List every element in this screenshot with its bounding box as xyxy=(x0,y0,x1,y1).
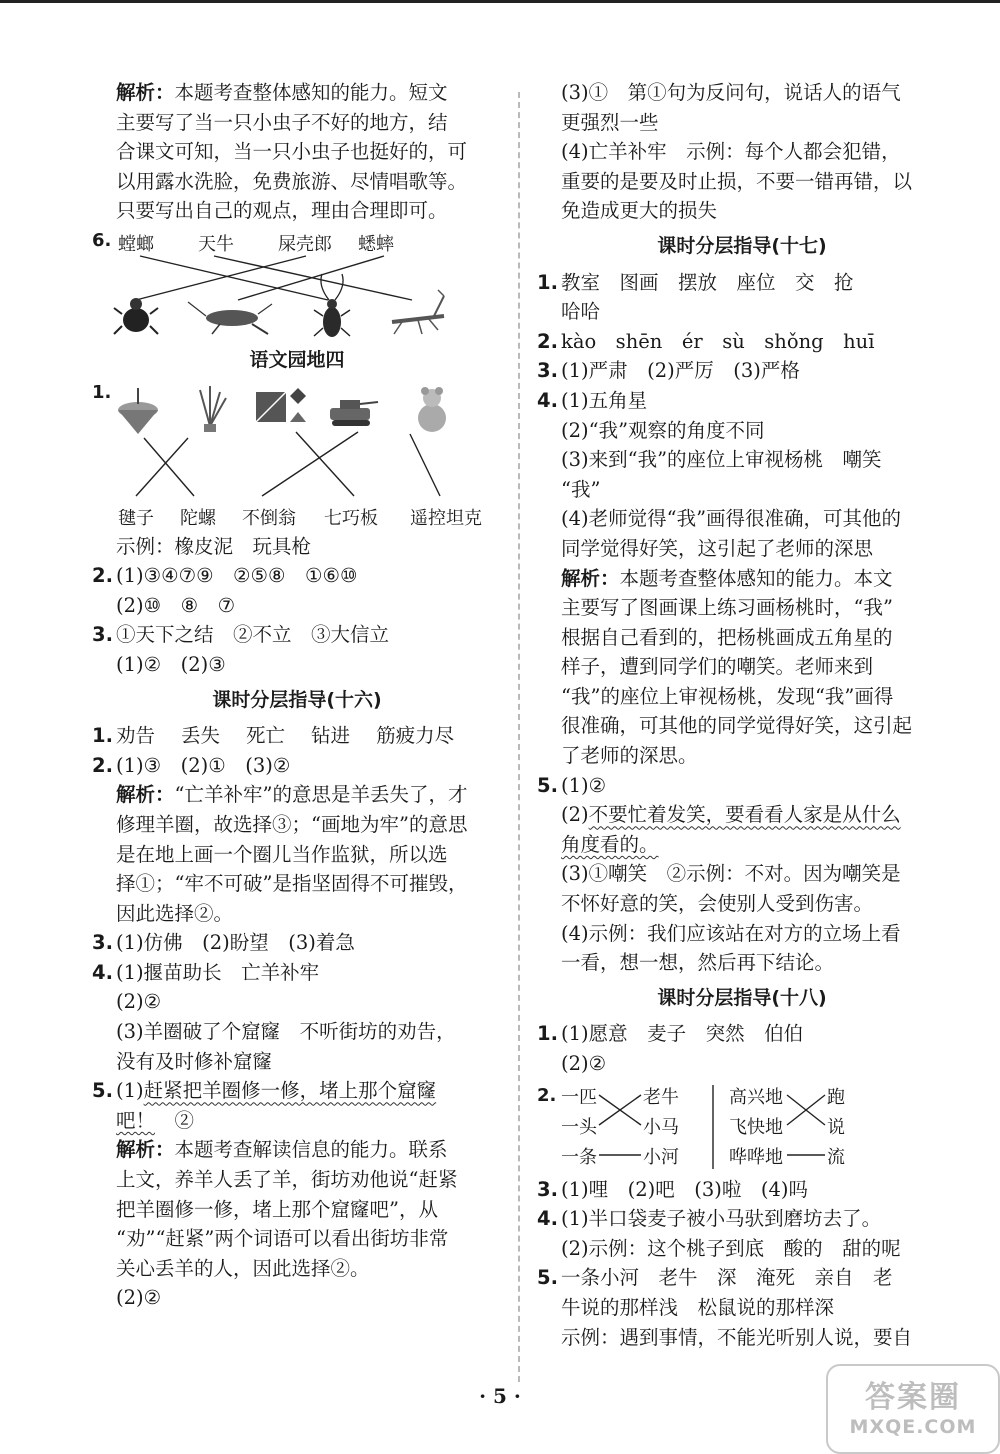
analysis-line: 只要写出自己的观点，理由合理即可。 xyxy=(116,199,448,223)
question-number: 4. xyxy=(537,1207,558,1231)
match-right-word: 流 xyxy=(827,1146,845,1168)
match-right-word: 老牛 xyxy=(643,1086,679,1108)
analysis-line xyxy=(92,1135,502,1165)
answer-text: (1) xyxy=(116,1079,144,1103)
answer-word: 钻进 xyxy=(311,724,351,748)
answer-line xyxy=(92,1076,502,1106)
analysis-line xyxy=(92,780,502,810)
answer-line xyxy=(537,1175,947,1205)
question-number: 3. xyxy=(92,623,113,647)
answer-text: 一条小河 老牛 深 淹死 亲自 老 xyxy=(561,1266,893,1290)
question-number: 1. xyxy=(92,381,112,403)
column-divider xyxy=(518,92,520,1382)
answer-line xyxy=(92,721,502,751)
question-number: 4. xyxy=(537,388,558,412)
analysis-line: 修理羊圈，故选择③；“画地为牢”的意思 xyxy=(116,812,468,836)
top-rule xyxy=(0,0,1000,3)
longhorn-beetle-icon xyxy=(314,274,350,337)
analysis-line: “劝”“赶紧”两个词语可以看出街坊非常 xyxy=(116,1227,449,1251)
answer-word: 丢失 xyxy=(181,724,221,748)
analysis-line: 关心丢羊的人，因此选择②。 xyxy=(116,1256,370,1280)
match-line xyxy=(140,256,328,300)
analysis-line: 上文，养羊人丢了羊，街坊劝他说“赶紧 xyxy=(116,1168,458,1192)
answer-text: (1)半口袋麦子被小马驮到磨坊去了。 xyxy=(561,1207,882,1231)
answer-line: (1)② (2)③ xyxy=(116,652,226,676)
analysis-line: 是在地上画一个圈儿当作监狱，所以选 xyxy=(116,842,448,866)
answer-line: 重要的是要及时止损，不要一错再错，以 xyxy=(561,169,913,193)
wavy-underlined-text: 赶紧把羊圈修一修，堵上那个窟窿 xyxy=(143,1079,437,1103)
answer-text: (2) xyxy=(561,803,589,827)
q5-analysis-block xyxy=(92,78,502,226)
answer-word: 死亡 xyxy=(246,724,286,748)
question-number: 2. xyxy=(92,564,113,588)
question-number: 5. xyxy=(537,773,558,797)
answer-line: (2)② xyxy=(116,990,162,1014)
answer-text: ② xyxy=(155,1108,195,1132)
analysis-line xyxy=(92,78,502,108)
answer-line xyxy=(537,327,947,357)
section-title: 课时分层指导(十六) xyxy=(212,688,382,711)
match-left-word: 飞快地 xyxy=(729,1116,783,1138)
answer-line: (2)⑩ ⑧ ⑦ xyxy=(116,593,236,617)
answer-line: 更强烈一些 xyxy=(561,110,659,134)
wavy-underlined-text: 不要忙着发笑，要看看人家是从什么 xyxy=(588,803,901,827)
tangram-icon xyxy=(256,388,306,422)
analysis-line: 了老师的深思。 xyxy=(561,744,698,768)
answer-word: 筋疲力尽 xyxy=(376,724,455,748)
answer-line xyxy=(537,1019,947,1049)
answer-line xyxy=(92,958,502,988)
match-left-word: 哗哗地 xyxy=(729,1146,783,1168)
answer-line xyxy=(537,1263,947,1293)
pinyin-text: kào shēn ér sù shǒng huī xyxy=(561,329,875,353)
wavy-underlined-text: 吧！ xyxy=(116,1108,156,1132)
match-line xyxy=(136,438,188,496)
analysis-line: 合课文可知，当一只小虫子也挺好的，可 xyxy=(116,140,468,164)
answer-line xyxy=(92,751,502,781)
wavy-underlined-text: 角度看的。 xyxy=(561,832,659,856)
cricket-icon xyxy=(188,302,272,334)
analysis-line: 样子，遭到同学们的嘲笑。老师来到 xyxy=(561,655,874,679)
question-number: 1. xyxy=(537,270,558,294)
answer-line: (4)老师觉得“我”画得很准确，可其他的 xyxy=(561,507,902,531)
match-right-word: 说 xyxy=(827,1116,845,1138)
answer-text: (1)揠苗助长 亡羊补牢 xyxy=(116,960,320,984)
watermark-logo xyxy=(826,1364,1000,1454)
section-title: 课时分层指导(十八) xyxy=(657,986,827,1009)
answer-line: (2)示例：这个桃子到底 酸的 甜的呢 xyxy=(561,1236,901,1260)
question-number: 2. xyxy=(537,329,558,353)
section-title: 课时分层指导(十七) xyxy=(657,234,827,257)
answer-line: 哈哈 xyxy=(561,300,601,324)
insect-label: 屎壳郎 xyxy=(278,233,332,255)
beetle-icon xyxy=(114,298,158,334)
answer-line: 同学觉得好笑，这引起了老师的深思 xyxy=(561,536,874,560)
analysis-text: 本题考查解读信息的能力。联系 xyxy=(174,1138,448,1162)
tumbler-icon xyxy=(418,387,446,432)
match-line xyxy=(144,438,194,496)
answer-line: 示例：遇到事情，不能光听别人说，要自 xyxy=(561,1325,913,1349)
question-number: 1. xyxy=(537,1022,558,1046)
insect-label: 螳螂 xyxy=(118,233,154,255)
analysis-label: 解析： xyxy=(116,783,175,807)
question-number: 4. xyxy=(92,960,113,984)
analysis-line: 因此选择②。 xyxy=(116,901,234,925)
analysis-text: 本题考查整体感知的能力。短文 xyxy=(174,81,448,104)
answer-line xyxy=(537,268,947,298)
toy-label: 七巧板 xyxy=(324,507,378,529)
insect-label: 蟋蟀 xyxy=(358,233,394,255)
answer-line xyxy=(537,800,947,830)
analysis-line: 择①；“牢不可破”是指坚固得不可摧毁， xyxy=(116,872,468,896)
answer-text: (1)五角星 xyxy=(561,388,648,412)
analysis-line: 把羊圈修一修，堵上那个窟窿吧”，从 xyxy=(116,1197,438,1221)
word-matching-figure xyxy=(537,1081,947,1173)
match-line xyxy=(238,256,384,300)
shuttlecock-icon xyxy=(200,386,226,432)
analysis-line: 主要写了当一只小虫子不好的地方，结 xyxy=(116,110,448,134)
right-column xyxy=(537,78,947,1352)
analysis-line: 根据自己看到的，把杨桃画成五角星的 xyxy=(561,625,893,649)
analysis-line xyxy=(537,564,947,594)
analysis-label: 解析： xyxy=(116,1138,175,1162)
answer-line xyxy=(537,1204,947,1234)
toy-label: 遥控坦克 xyxy=(410,507,482,529)
answer-line xyxy=(92,1106,502,1136)
analysis-line: 以用露水洗脸，免费旅游、尽情唱歌等。 xyxy=(116,169,468,193)
answer-line xyxy=(92,620,502,650)
left-column xyxy=(92,78,502,1313)
answer-text: (1)③④⑦⑨ ②⑤⑧ ①⑥⑩ xyxy=(116,564,358,588)
answer-line: (3)羊圈破了个窟窿 不听街坊的劝告， xyxy=(116,1020,456,1044)
example-line: 示例：橡皮泥 玩具枪 xyxy=(116,534,312,558)
answer-line: (3)来到“我”的座位上审视杨桃 嘲笑 xyxy=(561,448,882,472)
answer-line xyxy=(537,356,947,386)
analysis-label: 解析： xyxy=(116,81,175,104)
analysis-label: 解析： xyxy=(561,566,620,590)
answer-text: (1)严肃 (2)严厉 (3)严格 xyxy=(561,359,800,383)
match-left-word: 高兴地 xyxy=(729,1086,783,1108)
question-number: 3. xyxy=(537,1177,558,1201)
answer-text: (1)哩 (2)吧 (3)啦 (4)吗 xyxy=(561,1177,808,1201)
match-line xyxy=(296,432,354,496)
match-left-word: 一匹 xyxy=(561,1086,597,1108)
answer-text: (1)② xyxy=(561,773,607,797)
answer-line: 不怀好意的笑，会使别人受到伤害。 xyxy=(561,892,874,916)
tank-icon xyxy=(330,400,378,426)
answer-line xyxy=(537,386,947,416)
insect-lines-and-images xyxy=(92,230,502,340)
question-number: 3. xyxy=(92,931,113,955)
match-right-word: 小河 xyxy=(643,1146,679,1168)
watermark-url: MXQE.COM xyxy=(849,1416,977,1438)
match-left-word: 一头 xyxy=(561,1116,597,1138)
answer-line: (3)① 第①句为反问句，说话人的语气 xyxy=(561,81,901,104)
question-number: 2. xyxy=(537,1084,557,1106)
analysis-text: “亡羊补牢”的意思是羊丢失了，才 xyxy=(174,783,468,807)
spinning-top-icon xyxy=(118,388,158,434)
question-number: 5. xyxy=(537,1266,558,1290)
analysis-line: “我”的座位上审视杨桃，发现“我”画得 xyxy=(561,684,894,708)
answer-line: (3)①嘲笑 ②示例：不对。因为嘲笑是 xyxy=(561,862,901,886)
answer-line xyxy=(92,561,502,591)
answer-line: (4)亡羊补牢 示例：每个人都会犯错， xyxy=(561,140,901,164)
section-title: 语文园地四 xyxy=(249,348,345,371)
question-number: 1. xyxy=(92,724,113,748)
toy-label: 毽子 xyxy=(118,507,154,529)
answer-line xyxy=(537,771,947,801)
answer-line xyxy=(92,928,502,958)
insect-label: 天牛 xyxy=(198,233,234,255)
answer-text: 教室 图画 摆放 座位 交 抢 xyxy=(561,270,854,294)
answer-line: (4)示例：我们应该站在对方的立场上看 xyxy=(561,921,901,945)
watermark-text: 答案圈 xyxy=(865,1380,961,1415)
answer-line: 牛说的那样浅 松鼠说的那样深 xyxy=(561,1295,835,1319)
answer-line: (2)② xyxy=(116,1286,162,1310)
answer-line: 没有及时修补窟窿 xyxy=(116,1049,273,1073)
answer-line: (2)“我”观察的角度不同 xyxy=(561,418,765,442)
answer-line: 免造成更大的损失 xyxy=(561,199,718,223)
toy-label: 陀螺 xyxy=(180,507,216,529)
answer-text: ①天下之结 ②不立 ③大信立 xyxy=(116,623,390,647)
answer-line: 一看，想一想，然后再下结论。 xyxy=(561,951,835,975)
match-right-word: 跑 xyxy=(827,1086,845,1108)
toy-label: 不倒翁 xyxy=(242,507,296,529)
page-number: · 5 · xyxy=(479,1384,521,1408)
toy-matching-figure xyxy=(92,382,502,532)
answer-text: (1)③ (2)① (3)② xyxy=(116,753,291,777)
answer-line xyxy=(537,830,947,860)
analysis-line: 很准确，可其他的同学觉得好笑，这引起 xyxy=(561,714,913,738)
match-line xyxy=(410,434,440,496)
match-left-word: 一条 xyxy=(561,1146,597,1168)
analysis-text: 本题考查整体感知的能力。本文 xyxy=(619,566,893,590)
match-line xyxy=(262,432,358,496)
analysis-line: 主要写了图画课上练习画杨桃时，“我” xyxy=(561,596,893,620)
answer-text: (1)仿佛 (2)盼望 (3)着急 xyxy=(116,931,355,955)
question-number: 2. xyxy=(92,753,113,777)
question-number: 3. xyxy=(537,359,558,383)
insect-matching-figure xyxy=(92,230,502,340)
answer-text: (1)愿意 麦子 突然 伯伯 xyxy=(561,1022,804,1046)
answer-line: “我” xyxy=(561,477,601,501)
question-number: 6. xyxy=(92,229,112,251)
answer-line: (2)② xyxy=(561,1052,607,1075)
match-line xyxy=(136,256,306,300)
toy-lines-and-images xyxy=(92,382,502,506)
question-number: 5. xyxy=(92,1079,113,1103)
match-right-word: 小马 xyxy=(643,1116,679,1138)
answer-word: 劝告 xyxy=(116,724,156,748)
